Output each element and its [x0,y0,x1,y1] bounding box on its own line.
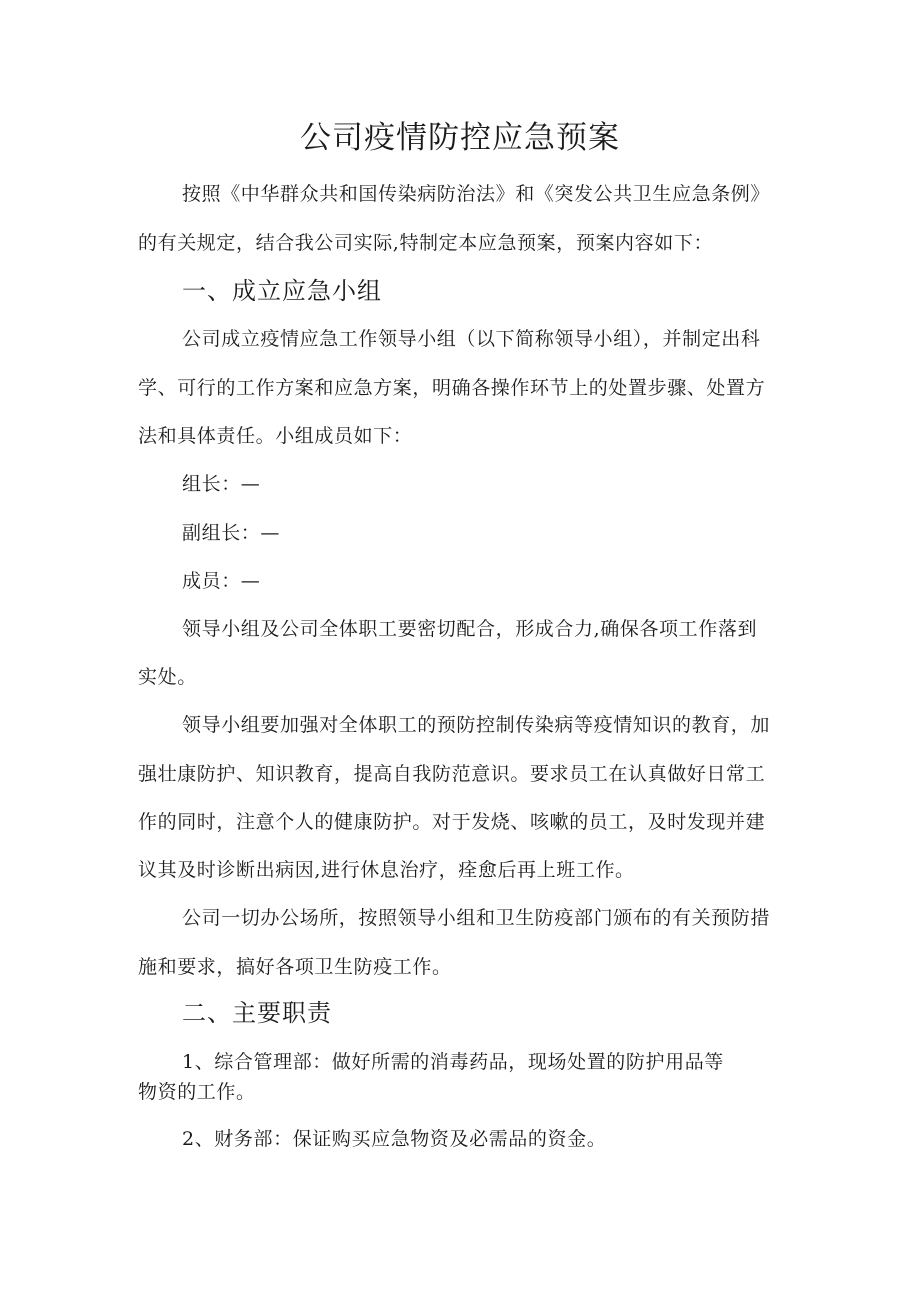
section-1-para-4-line-1: 公司一切办公场所，按照领导小组和卫生防疫部门颁布的有关预防措 [182,907,771,929]
page-title: 公司疫情防控应急预案 [300,120,620,156]
intro-line-1: 按照《中华群众共和国传染病防治法》和《突发公共卫生应急条例》 [182,183,771,205]
section-1-para-1-line-1: 公司成立疫情应急工作领导小组（以下简称领导小组），并制定出科 [182,328,761,350]
section-1-heading: 一、成立应急小组 [182,277,382,305]
group-deputy-leader: 副组长：— [182,522,281,544]
group-leader: 组长：— [182,473,261,495]
section-2-item-1-line-2: 物资的工作。 [138,1081,256,1103]
section-1-para-2-line-2: 实处。 [138,666,197,688]
section-1-para-3-line-4: 议其及时诊断出病因,进行休息治疗，痊愈后再上班工作。 [138,859,635,881]
section-2-item-1-line-1: 1、综合管理部：做好所需的消毒药品，现场处置的防护用品等 [182,1051,724,1073]
section-1-para-1-line-3: 法和具体责任。小组成员如下： [138,425,413,447]
section-1-para-2-line-1: 领导小组及公司全体职工要密切配合，形成合力,确保各项工作落到 [182,618,758,640]
section-1-para-1-line-2: 学、可行的工作方案和应急方案，明确各操作环节上的处置步骤、处置方 [138,377,766,399]
section-1-para-3-line-3: 作的同时，注意个人的健康防护。对于发烧、咳嗽的员工，及时发现并建 [138,811,766,833]
section-1-para-3-line-1: 领导小组要加强对全体职工的预防控制传染病等疫情知识的教育，加 [182,714,771,736]
intro-line-2: 的有关规定，结合我公司实际,特制定本应急预案，预案内容如下： [138,232,714,254]
section-1-para-3-line-2: 强壮康防护、知识教育，提高自我防范意识。要求员工在认真做好日常工 [138,763,766,785]
section-2-heading: 二、主要职责 [182,999,332,1027]
group-members: 成员：— [182,570,261,592]
section-1-para-4-line-2: 施和要求，搞好各项卫生防疫工作。 [138,956,452,978]
section-2-item-2: 2、财务部：保证购买应急物资及必需品的资金。 [182,1128,607,1150]
